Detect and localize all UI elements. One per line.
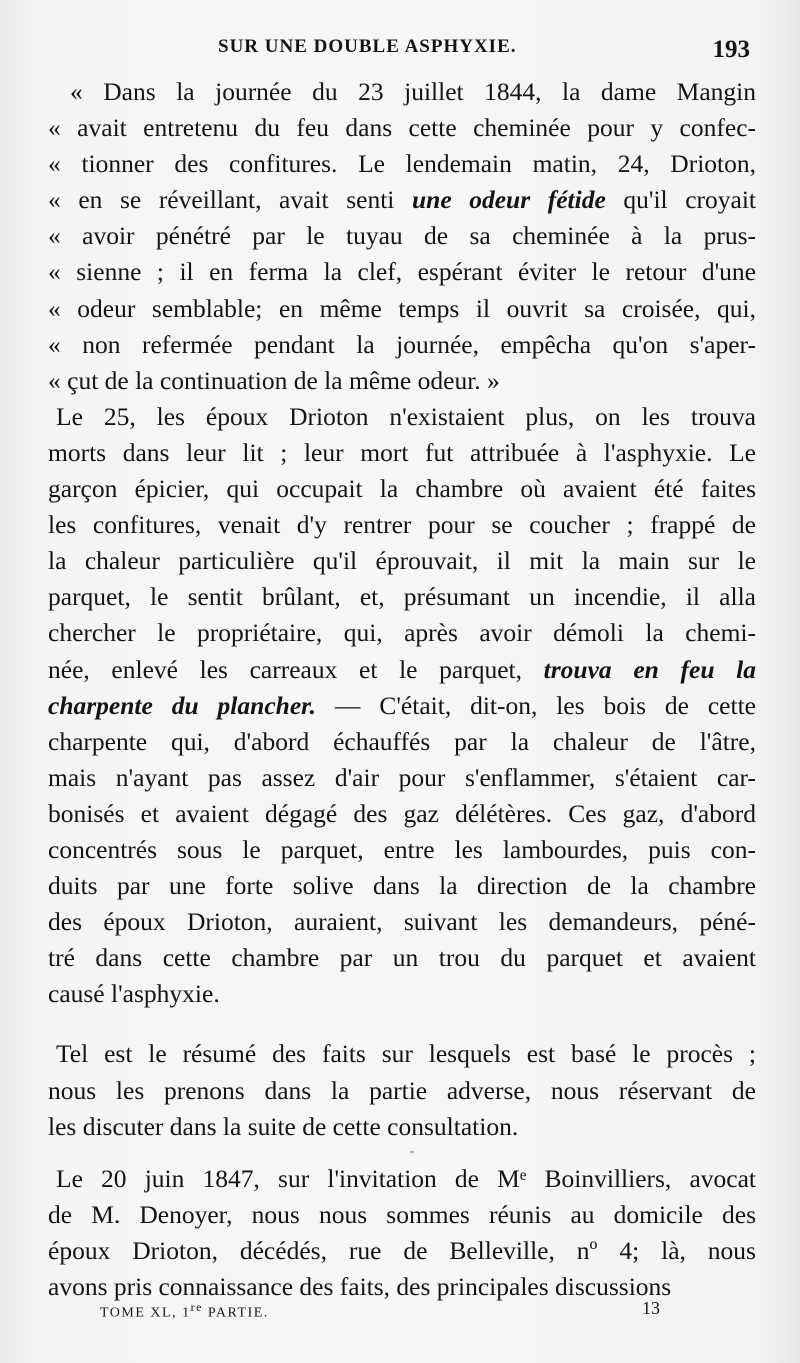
text-line: « en se réveillant, avait senti une odeur fétide qu'il croyait — [48, 185, 757, 215]
text-line: duits par une forte solive dans la direction de la chambre — [48, 871, 756, 901]
text-line: chercher le propriétaire, qui, après avoir démoli la chemi- — [48, 618, 756, 648]
text-line: « odeur semblable; en même temps il ouvrit sa croisée, qui, — [48, 293, 756, 323]
text-line: nous les prenons dans la partie adverse, nous réservant de — [48, 1075, 756, 1105]
paragraph-narrative — [48, 399, 756, 1013]
paragraph-visit — [48, 1161, 756, 1305]
text-line: charpente du plancher. — C'était, dit-on, les bois de cette — [48, 690, 756, 720]
running-title: SUR UNE DOUBLE ASPHYXIE. — [218, 36, 517, 57]
text-line: « Dans la journée du 23 juillet 1844, la dame Mangin — [70, 77, 756, 106]
text-line: les confitures, venait d'y rentrer pour se coucher ; frappé de — [48, 510, 756, 540]
text-line: causé l'asphyxie. — [48, 979, 220, 1009]
text-line: de M. Denoyer, nous nous sommes réunis au domicile des — [48, 1199, 756, 1229]
text-line: « non refermée pendant la journée, empêcha qu'on s'aper- — [48, 329, 756, 359]
text-line: concentrés sous le parquet, entre les lambourdes, puis con- — [48, 834, 756, 864]
paragraph-quote — [48, 74, 756, 399]
text-line: née, enlevé les carreaux et le parquet, trouva en feu la — [48, 654, 756, 684]
text-line: époux Drioton, décédés, rue de Belleville, nº 4; là, nous — [48, 1235, 756, 1265]
sheet-number: 13 — [642, 1298, 660, 1318]
paragraph-gap — [48, 1012, 756, 1036]
paragraph-summary — [48, 1036, 756, 1144]
text-line: avons pris connaissance des faits, des principales discussions — [48, 1272, 672, 1301]
text-line: Le 25, les époux Drioton n'existaient plus, on les trouva — [56, 401, 756, 431]
text-line: « çut de la continuation de la même odeur. » — [48, 365, 500, 395]
body-text — [48, 74, 756, 1305]
text-line: mais n'ayant pas assez d'air pour s'enflammer, s'étaient car- — [48, 762, 756, 792]
page-number: 193 — [712, 36, 750, 63]
text-line: parquet, le sentit brûlant, et, présumant un incendie, il alla — [48, 582, 756, 612]
text-line: « avoir pénétré par le tuyau de sa cheminée à la prus- — [48, 221, 756, 251]
footer — [100, 1300, 660, 1330]
ornament-dash: - — [409, 1143, 415, 1159]
text-line: morts dans leur lit ; leur mort fut attribuée à l'asphyxie. Le — [48, 437, 756, 467]
text-line: « tionner des confitures. Le lendemain matin, 24, Drioton, — [48, 149, 756, 179]
text-line: charpente qui, d'abord échauffés par la chaleur de l'âtre, — [48, 726, 756, 756]
text-line: « sienne ; il en ferma la clef, espérant éviter le retour d'une — [48, 257, 756, 287]
text-line: Tel est le résumé des faits sur lesquels est basé le procès ; — [56, 1039, 756, 1069]
text-line: garçon épicier, qui occupait la chambre où avaient été faites — [48, 474, 756, 504]
text-line: bonisés et avaient dégagé des gaz délétères. Ces gaz, d'abord — [48, 798, 756, 828]
text-line: les discuter dans la suite de cette consultation. — [48, 1111, 519, 1141]
text-line: tré dans cette chambre par un trou du parquet et avaient — [48, 943, 756, 973]
running-head — [48, 36, 750, 66]
text-line: des époux Drioton, auraient, suivant les demandeurs, péné- — [48, 907, 756, 937]
text-line: la chaleur particulière qu'il éprouvait, il mit la main sur le — [48, 546, 756, 576]
text-line: « avait entretenu du feu dans cette cheminée pour y confec- — [48, 113, 756, 143]
signature-mark: TOME XL, 1re PARTIE. — [100, 1300, 269, 1321]
text-line: Le 20 juin 1847, sur l'invitation de Mᵉ Boinvilliers, avocat — [56, 1163, 756, 1193]
